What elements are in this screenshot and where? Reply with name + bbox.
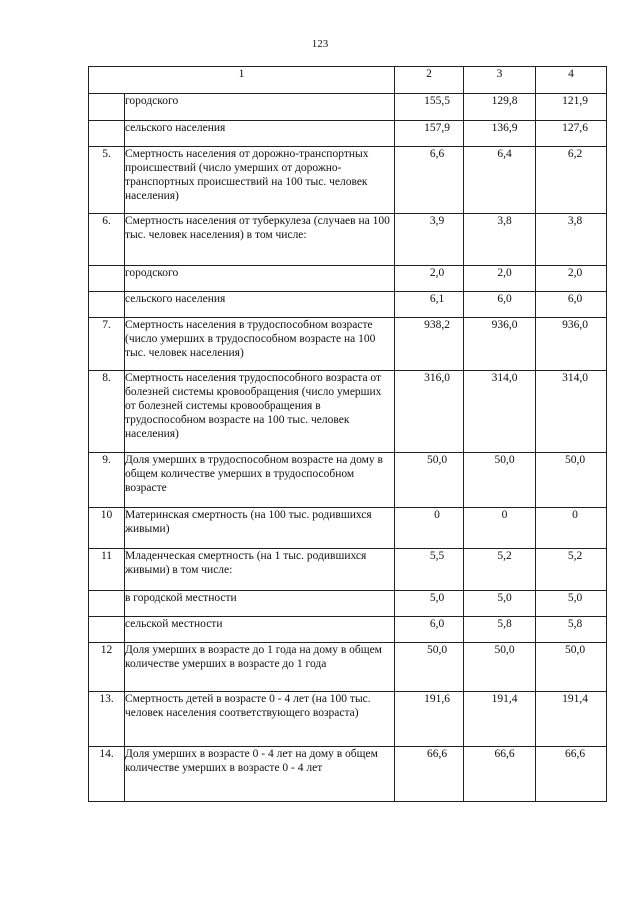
value-col-2: 6,1 (395, 292, 464, 318)
table-row (89, 266, 607, 292)
value-col-4: 191,4 (536, 692, 607, 747)
indicator-name: городского (125, 94, 395, 121)
value-col-3: 6,4 (464, 147, 536, 214)
row-number (89, 121, 125, 147)
value-col-2: 316,0 (395, 371, 464, 453)
indicators-table (88, 66, 607, 802)
row-number: 10 (89, 508, 125, 549)
indicator-name: Смертность населения в трудоспособном возрасте (число умерших в трудоспособном возрасте на 100 тыс. человек населения) (125, 318, 395, 371)
indicator-name: Смертность населения от дорожно-транспортных происшествий (число умерших от дорожно-транспортных происшествий на 100 тыс. человек населения) (125, 147, 395, 214)
row-number (89, 266, 125, 292)
value-col-3: 50,0 (464, 453, 536, 508)
value-col-4: 2,0 (536, 266, 607, 292)
indicator-name: Смертность детей в возрасте 0 - 4 лет (на 100 тыс. человек населения соответствующего возраста) (125, 692, 395, 747)
header-cell-1: 1 (89, 67, 395, 94)
value-col-3: 0 (464, 508, 536, 549)
table-row (89, 747, 607, 802)
header-cell-3: 3 (464, 67, 536, 94)
indicator-name: сельского населения (125, 121, 395, 147)
row-number: 9. (89, 453, 125, 508)
value-col-4: 0 (536, 508, 607, 549)
table-row (89, 292, 607, 318)
value-col-2: 6,0 (395, 617, 464, 643)
header-cell-4: 4 (536, 67, 607, 94)
value-col-3: 3,8 (464, 214, 536, 266)
value-col-4: 5,8 (536, 617, 607, 643)
value-col-4: 5,0 (536, 591, 607, 617)
value-col-4: 5,2 (536, 549, 607, 591)
indicator-name: Доля умерших в возрасте до 1 года на дому в общем количестве умерших в возрасте до 1 года (125, 643, 395, 692)
row-number: 13. (89, 692, 125, 747)
value-col-4: 3,8 (536, 214, 607, 266)
table-row (89, 643, 607, 692)
indicator-name: Смертность населения от туберкулеза (случаев на 100 тыс. человек населения) в том числе: (125, 214, 395, 266)
value-col-2: 157,9 (395, 121, 464, 147)
indicator-name: Доля умерших в возрасте 0 - 4 лет на дому в общем количестве умерших в возрасте 0 - 4 лет (125, 747, 395, 802)
table-row (89, 121, 607, 147)
table-row (89, 617, 607, 643)
value-col-2: 6,6 (395, 147, 464, 214)
value-col-3: 5,8 (464, 617, 536, 643)
row-number (89, 94, 125, 121)
value-col-2: 50,0 (395, 453, 464, 508)
table-row (89, 549, 607, 591)
value-col-4: 127,6 (536, 121, 607, 147)
indicator-name: Смертность населения трудоспособного возраста от болезней системы кровообращения (число умерших от болезней системы кровообращения в трудоспособном возрасте на 100 тыс. человек населения) (125, 371, 395, 453)
value-col-2: 3,9 (395, 214, 464, 266)
row-number (89, 591, 125, 617)
table-row (89, 318, 607, 371)
value-col-3: 936,0 (464, 318, 536, 371)
indicator-name: городского (125, 266, 395, 292)
value-col-4: 936,0 (536, 318, 607, 371)
row-number: 14. (89, 747, 125, 802)
value-col-3: 129,8 (464, 94, 536, 121)
row-number: 12 (89, 643, 125, 692)
value-col-4: 66,6 (536, 747, 607, 802)
row-number (89, 292, 125, 318)
table-body (89, 94, 607, 802)
value-col-4: 6,0 (536, 292, 607, 318)
table-row (89, 591, 607, 617)
row-number: 7. (89, 318, 125, 371)
value-col-2: 155,5 (395, 94, 464, 121)
value-col-3: 5,2 (464, 549, 536, 591)
value-col-4: 6,2 (536, 147, 607, 214)
value-col-2: 2,0 (395, 266, 464, 292)
table-row (89, 453, 607, 508)
table-row (89, 371, 607, 453)
value-col-3: 5,0 (464, 591, 536, 617)
indicator-name: сельской местности (125, 617, 395, 643)
row-number: 8. (89, 371, 125, 453)
value-col-3: 136,9 (464, 121, 536, 147)
value-col-2: 938,2 (395, 318, 464, 371)
value-col-4: 121,9 (536, 94, 607, 121)
indicator-name: сельского населения (125, 292, 395, 318)
row-number: 6. (89, 214, 125, 266)
value-col-4: 50,0 (536, 453, 607, 508)
row-number: 5. (89, 147, 125, 214)
indicator-name: в городской местности (125, 591, 395, 617)
page-number: 123 (311, 38, 329, 50)
indicator-name: Младенческая смертность (на 1 тыс. родившихся живыми) в том числе: (125, 549, 395, 591)
value-col-2: 5,5 (395, 549, 464, 591)
row-number: 11 (89, 549, 125, 591)
value-col-4: 50,0 (536, 643, 607, 692)
value-col-3: 50,0 (464, 643, 536, 692)
row-number (89, 617, 125, 643)
value-col-3: 66,6 (464, 747, 536, 802)
value-col-4: 314,0 (536, 371, 607, 453)
table-row (89, 147, 607, 214)
value-col-3: 314,0 (464, 371, 536, 453)
indicator-name: Доля умерших в трудоспособном возрасте на дому в общем количестве умерших в трудоспособном возрасте (125, 453, 395, 508)
header-row (89, 67, 607, 94)
value-col-2: 191,6 (395, 692, 464, 747)
table-row (89, 214, 607, 266)
value-col-3: 6,0 (464, 292, 536, 318)
value-col-2: 50,0 (395, 643, 464, 692)
table-row (89, 94, 607, 121)
value-col-3: 191,4 (464, 692, 536, 747)
table-row (89, 692, 607, 747)
value-col-2: 5,0 (395, 591, 464, 617)
value-col-3: 2,0 (464, 266, 536, 292)
table-row (89, 508, 607, 549)
value-col-2: 0 (395, 508, 464, 549)
indicator-name: Материнская смертность (на 100 тыс. родившихся живыми) (125, 508, 395, 549)
value-col-2: 66,6 (395, 747, 464, 802)
header-cell-2: 2 (395, 67, 464, 94)
